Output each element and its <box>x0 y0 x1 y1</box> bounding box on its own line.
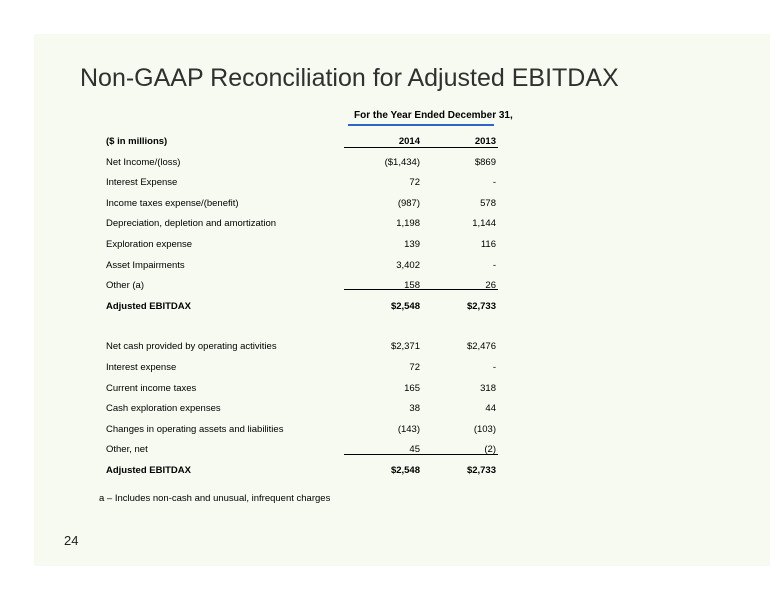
table-row <box>106 215 500 236</box>
row-value-2013: 26 <box>485 280 496 292</box>
row-value-2013: (2) <box>484 444 496 456</box>
row-value-2013: 44 <box>485 403 496 415</box>
row-value-2013: 578 <box>480 197 496 209</box>
row-label: Cash exploration expenses <box>106 403 221 415</box>
row-value-2013: - <box>492 361 496 373</box>
row-value-2014: 72 <box>409 177 420 189</box>
table-row <box>106 359 500 380</box>
table-row <box>106 154 500 175</box>
table-row <box>106 441 500 462</box>
header-rule <box>344 147 498 148</box>
table-row <box>106 277 500 298</box>
row-value-2014: 139 <box>404 238 420 250</box>
row-label: Interest expense <box>106 361 177 373</box>
row-label: Changes in operating assets and liabilities <box>106 423 284 435</box>
table-row <box>106 257 500 278</box>
total-value-2014: $2,548 <box>390 464 420 476</box>
reconciliation-table <box>106 133 500 483</box>
row-value-2013: $2,476 <box>466 341 496 353</box>
table-row <box>106 380 500 401</box>
row-value-2014: 1,198 <box>396 218 420 230</box>
row-value-2013: 318 <box>480 382 496 394</box>
row-value-2014: (987) <box>397 197 420 209</box>
total-label: Adjusted EBITDAX <box>106 300 191 312</box>
spacer <box>106 318 500 338</box>
total-label: Adjusted EBITDAX <box>106 464 191 476</box>
row-label: Other (a) <box>106 280 145 292</box>
table-header-2013: 2013 <box>474 136 496 147</box>
page-number: 24 <box>64 533 79 548</box>
row-value-2013: (103) <box>473 423 496 435</box>
table-header-label: ($ in millions) <box>106 136 168 147</box>
table-row <box>106 236 500 257</box>
table-row <box>106 400 500 421</box>
period-header-underline <box>348 124 494 126</box>
row-label: Asset Impairments <box>106 259 185 271</box>
row-label: Depreciation, depletion and amortization <box>106 218 277 230</box>
period-header: For the Year Ended December 31, <box>354 110 513 121</box>
footnote: a – Includes non-cash and unusual, infrequent charges <box>99 493 331 504</box>
total-rule-1 <box>344 289 498 290</box>
table-header-row <box>106 133 500 154</box>
total-value-2014: $2,548 <box>390 300 420 312</box>
page-title: Non-GAAP Reconciliation for Adjusted EBITDAX <box>80 64 619 92</box>
table-row <box>106 195 500 216</box>
table-row <box>106 174 500 195</box>
row-value-2014: 45 <box>409 444 420 456</box>
row-value-2013: - <box>492 259 496 271</box>
row-value-2014: 165 <box>404 382 420 394</box>
row-label: Net cash provided by operating activities <box>106 341 277 353</box>
row-value-2013: - <box>492 177 496 189</box>
row-label: Other, net <box>106 444 148 456</box>
row-value-2013: 1,144 <box>472 218 496 230</box>
row-label: Income taxes expense/(benefit) <box>106 197 239 209</box>
row-value-2014: 72 <box>409 361 420 373</box>
table-row <box>106 421 500 442</box>
row-value-2013: $869 <box>474 156 496 168</box>
total-row <box>106 298 500 319</box>
row-value-2014: (143) <box>397 423 420 435</box>
row-label: Current income taxes <box>106 382 197 394</box>
total-rule-2 <box>344 454 498 455</box>
row-value-2013: 116 <box>480 238 496 250</box>
row-label: Exploration expense <box>106 238 193 250</box>
total-row <box>106 462 500 483</box>
table-row <box>106 338 500 359</box>
row-label: Interest Expense <box>106 177 178 189</box>
row-value-2014: ($1,434) <box>384 156 420 168</box>
row-label: Net Income/(loss) <box>106 156 181 168</box>
total-value-2013: $2,733 <box>466 300 496 312</box>
row-value-2014: 3,402 <box>396 259 420 271</box>
table-header-2014: 2014 <box>398 136 420 147</box>
row-value-2014: 38 <box>409 403 420 415</box>
row-value-2014: $2,371 <box>390 341 420 353</box>
total-value-2013: $2,733 <box>466 464 496 476</box>
row-value-2014: 158 <box>404 280 420 292</box>
